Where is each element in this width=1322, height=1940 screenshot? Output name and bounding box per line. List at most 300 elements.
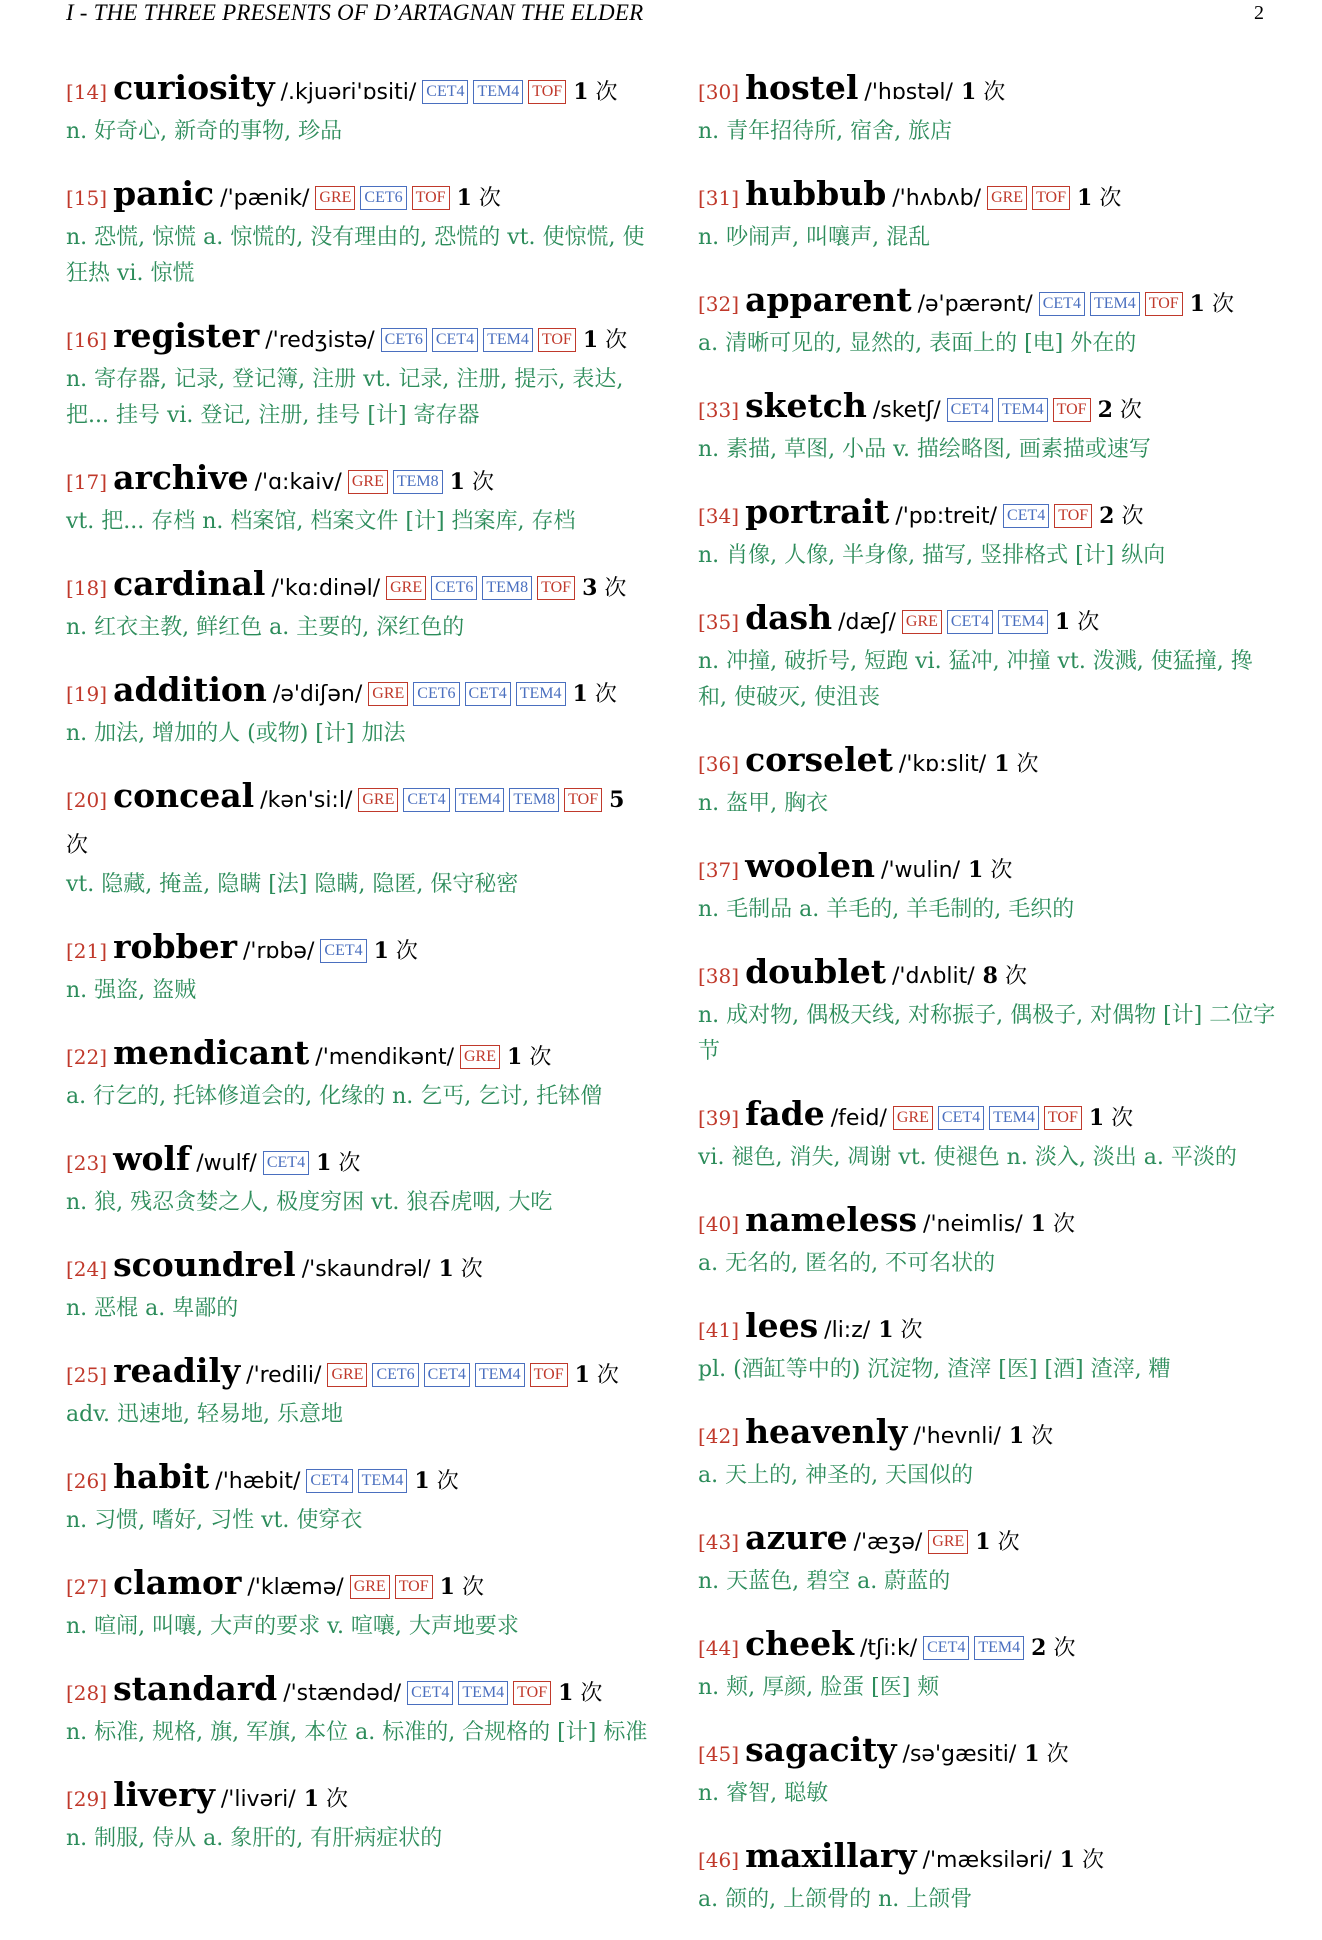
exam-tag-badge: TOF bbox=[395, 1575, 433, 1599]
occurrence-count bbox=[1024, 1742, 1068, 1767]
entry-index: [36] bbox=[698, 752, 740, 776]
occurrence-count bbox=[1190, 292, 1234, 317]
exam-tag-badge: TEM4 bbox=[974, 1636, 1024, 1660]
count-unit: 次 bbox=[605, 328, 628, 353]
exam-tag-badge: GRE bbox=[315, 186, 355, 210]
entry-word: mendicant bbox=[113, 1033, 310, 1072]
count-unit: 次 bbox=[594, 682, 617, 707]
entry-word: livery bbox=[113, 1775, 215, 1814]
entry-word: habit bbox=[113, 1457, 210, 1496]
count-number: 1 bbox=[439, 1574, 455, 1600]
entry-phonetic: /dæʃ/ bbox=[838, 610, 896, 635]
exam-tag-badge: TOF bbox=[1053, 398, 1091, 422]
entry-index: [44] bbox=[698, 1636, 740, 1660]
entry-definition: n. 肖像, 人像, 半身像, 描写, 竖排格式 [计] 纵向 bbox=[698, 543, 1166, 568]
count-unit: 次 bbox=[66, 833, 89, 858]
occurrence-count bbox=[450, 470, 494, 495]
entry-word: maxillary bbox=[745, 1836, 917, 1875]
exam-tag-badge: CET4 bbox=[465, 682, 511, 706]
vocab-entry bbox=[698, 172, 1276, 256]
count-number: 2 bbox=[1031, 1635, 1047, 1661]
entry-word: dash bbox=[745, 598, 833, 637]
count-number: 1 bbox=[573, 79, 589, 105]
vocab-entry bbox=[698, 278, 1276, 362]
exam-tag-badge: TOF bbox=[1044, 1106, 1082, 1130]
entry-definition: n. 冲撞, 破折号, 短跑 vi. 猛冲, 冲撞 vt. 泼溅, 使猛撞, 搀和, 使破灭, 使沮丧 bbox=[698, 649, 1253, 710]
entry-definition: n. 青年招待所, 宿舍, 旅店 bbox=[698, 119, 953, 144]
entry-phonetic: /'mæksiləri/ bbox=[922, 1848, 1052, 1873]
entry-index: [20] bbox=[66, 788, 108, 812]
entry-phonetic: /ə'diʃən/ bbox=[272, 682, 363, 707]
exam-tag-badge: TOF bbox=[530, 1363, 568, 1387]
entry-headline bbox=[66, 172, 650, 222]
entry-word: archive bbox=[113, 458, 249, 497]
occurrence-count bbox=[961, 80, 1005, 105]
vocab-entry bbox=[66, 1137, 650, 1221]
count-number: 8 bbox=[982, 963, 998, 989]
entry-phonetic: /'kɒ:slit/ bbox=[898, 752, 987, 777]
entry-word: azure bbox=[745, 1518, 848, 1557]
count-number: 1 bbox=[449, 469, 465, 495]
entry-headline bbox=[66, 1667, 650, 1717]
exam-tag-badge: GRE bbox=[350, 1575, 390, 1599]
count-unit: 次 bbox=[460, 1257, 483, 1282]
vocab-entry bbox=[66, 456, 650, 540]
occurrence-count bbox=[573, 80, 617, 105]
entry-definition: a. 天上的, 神圣的, 天国似的 bbox=[698, 1463, 974, 1488]
entry-headline bbox=[66, 314, 650, 364]
exam-tag-badge: CET4 bbox=[407, 1681, 453, 1705]
exam-tag-badge: CET6 bbox=[360, 186, 406, 210]
entry-phonetic: /wulf/ bbox=[196, 1151, 257, 1176]
entry-headline bbox=[698, 1728, 1276, 1778]
occurrence-count bbox=[1089, 1106, 1133, 1131]
entry-index: [42] bbox=[698, 1424, 740, 1448]
entry-headline bbox=[698, 490, 1276, 540]
exam-tag-badge: TOF bbox=[1145, 292, 1183, 316]
entry-headline bbox=[698, 738, 1276, 788]
vocab-entry bbox=[66, 774, 650, 903]
vocab-entry bbox=[66, 1349, 650, 1433]
entry-headline bbox=[698, 844, 1276, 894]
entry-index: [32] bbox=[698, 292, 740, 316]
count-unit: 次 bbox=[471, 470, 494, 495]
vocab-entry bbox=[66, 1773, 650, 1857]
entry-index: [34] bbox=[698, 504, 740, 528]
entry-phonetic: /'pænik/ bbox=[220, 186, 310, 211]
vocab-entry bbox=[698, 384, 1276, 468]
vocab-entry bbox=[698, 1410, 1276, 1494]
entry-phonetic: /.kjuəri'ɒsiti/ bbox=[280, 80, 417, 105]
exam-tag-badge: TOF bbox=[412, 186, 450, 210]
page-number: 2 bbox=[1254, 2, 1264, 24]
count-number: 1 bbox=[878, 1317, 894, 1343]
count-unit: 次 bbox=[997, 1530, 1020, 1555]
count-unit: 次 bbox=[1077, 610, 1100, 635]
exam-tag-badge: TEM8 bbox=[393, 470, 443, 494]
count-number: 1 bbox=[975, 1529, 991, 1555]
exam-tag-badge: TOF bbox=[528, 80, 566, 104]
occurrence-count bbox=[1031, 1212, 1075, 1237]
entry-index: [16] bbox=[66, 328, 108, 352]
occurrence-count bbox=[1098, 398, 1142, 423]
exam-tag-badge: TEM4 bbox=[989, 1106, 1039, 1130]
entry-headline bbox=[698, 596, 1276, 646]
entry-index: [38] bbox=[698, 964, 740, 988]
entry-index: [17] bbox=[66, 470, 108, 494]
count-unit: 次 bbox=[461, 1575, 484, 1600]
entry-phonetic: /'mendikənt/ bbox=[315, 1045, 454, 1070]
exam-tag-badge: TOF bbox=[537, 576, 575, 600]
count-unit: 次 bbox=[338, 1151, 361, 1176]
count-number: 1 bbox=[1054, 609, 1071, 635]
entry-word: standard bbox=[113, 1669, 278, 1708]
occurrence-count bbox=[994, 752, 1038, 777]
entry-definition: a. 行乞的, 托钵修道会的, 化缘的 n. 乞丐, 乞讨, 托钵僧 bbox=[66, 1084, 603, 1109]
vocab-entry bbox=[66, 1243, 650, 1327]
entry-index: [41] bbox=[698, 1318, 740, 1342]
exam-tag-badge: CET6 bbox=[372, 1363, 418, 1387]
exam-tag-badge: GRE bbox=[327, 1363, 367, 1387]
count-number: 1 bbox=[456, 185, 472, 211]
count-number: 1 bbox=[373, 938, 389, 964]
count-unit: 次 bbox=[529, 1045, 552, 1070]
entry-word: curiosity bbox=[113, 68, 275, 107]
occurrence-count bbox=[440, 1575, 484, 1600]
entry-word: corselet bbox=[745, 740, 893, 779]
count-number: 2 bbox=[1097, 397, 1113, 423]
count-number: 2 bbox=[1099, 503, 1115, 529]
entry-headline bbox=[66, 1137, 650, 1187]
occurrence-count bbox=[573, 682, 617, 707]
exam-tag-badge: TEM4 bbox=[358, 1469, 408, 1493]
vocab-entry bbox=[698, 1304, 1276, 1388]
occurrence-count bbox=[304, 1787, 348, 1812]
vocab-entry bbox=[66, 1455, 650, 1539]
entry-headline bbox=[66, 1243, 650, 1293]
exam-tag-badge: TEM4 bbox=[483, 328, 533, 352]
count-unit: 次 bbox=[1119, 398, 1142, 423]
entry-definition: n. 加法, 增加的人 (或物) [计] 加法 bbox=[66, 721, 406, 746]
entry-word: hubbub bbox=[745, 174, 887, 213]
count-number: 1 bbox=[572, 681, 588, 707]
entry-word: cheek bbox=[745, 1624, 855, 1663]
count-number: 1 bbox=[1189, 291, 1205, 317]
entry-word: register bbox=[113, 316, 260, 355]
occurrence-count bbox=[1031, 1636, 1075, 1661]
entry-word: cardinal bbox=[113, 564, 266, 603]
entry-headline bbox=[66, 66, 650, 116]
vocab-entry bbox=[698, 1834, 1276, 1918]
entry-headline bbox=[698, 172, 1276, 222]
exam-tag-badge: TEM4 bbox=[455, 788, 505, 812]
entry-phonetic: /tʃi:k/ bbox=[860, 1636, 918, 1661]
occurrence-count bbox=[975, 1530, 1019, 1555]
entry-definition: n. 红衣主教, 鲜红色 a. 主要的, 深红色的 bbox=[66, 615, 465, 640]
entry-headline bbox=[66, 456, 650, 506]
entry-headline bbox=[66, 562, 650, 612]
entry-word: wolf bbox=[113, 1139, 191, 1178]
count-unit: 次 bbox=[580, 1681, 603, 1706]
exam-tag-badge: CET4 bbox=[422, 80, 468, 104]
count-number: 1 bbox=[1030, 1211, 1046, 1237]
entry-definition: vi. 褪色, 消失, 凋谢 vt. 使褪色 n. 淡入, 淡出 a. 平淡的 bbox=[698, 1145, 1237, 1170]
exam-tag-badge: TEM8 bbox=[509, 788, 559, 812]
count-unit: 次 bbox=[1081, 1848, 1104, 1873]
entry-definition: n. 盔甲, 胸衣 bbox=[698, 791, 829, 816]
entry-phonetic: /sketʃ/ bbox=[872, 398, 941, 423]
occurrence-count bbox=[558, 1681, 602, 1706]
entry-definition: n. 寄存器, 记录, 登记簿, 注册 vt. 记录, 注册, 提示, 表达, 把... 挂号 vi. 登记, 注册, 挂号 [计] 寄存器 bbox=[66, 367, 624, 428]
entry-phonetic: /'ɑ:kaiv/ bbox=[254, 470, 342, 495]
count-number: 1 bbox=[994, 751, 1010, 777]
entry-headline bbox=[66, 774, 650, 869]
entry-definition: n. 素描, 草图, 小品 v. 描绘略图, 画素描或速写 bbox=[698, 437, 1151, 462]
entry-definition: n. 成对物, 偶极天线, 对称振子, 偶极子, 对偶物 [计] 二位字节 bbox=[698, 1003, 1276, 1064]
entry-index: [37] bbox=[698, 858, 740, 882]
entry-index: [31] bbox=[698, 186, 740, 210]
entry-index: [28] bbox=[66, 1681, 108, 1705]
exam-tag-badge: CET4 bbox=[1039, 292, 1085, 316]
entry-word: conceal bbox=[113, 776, 255, 815]
count-unit: 次 bbox=[1211, 292, 1234, 317]
entry-phonetic: /'hevnli/ bbox=[913, 1424, 1001, 1449]
count-unit: 次 bbox=[1016, 752, 1039, 777]
vocab-entry bbox=[66, 1667, 650, 1751]
entry-index: [23] bbox=[66, 1151, 108, 1175]
count-number: 1 bbox=[1077, 185, 1093, 211]
exam-tag-badge: CET4 bbox=[424, 1363, 470, 1387]
vocab-entry bbox=[698, 950, 1276, 1070]
count-unit: 次 bbox=[604, 576, 627, 601]
entry-phonetic: /'wulin/ bbox=[881, 858, 961, 883]
entry-phonetic: /'hæbit/ bbox=[215, 1469, 301, 1494]
vocab-entry bbox=[698, 844, 1276, 928]
count-number: 1 bbox=[582, 327, 599, 353]
vocab-entry bbox=[698, 490, 1276, 574]
exam-tag-badge: TOF bbox=[1054, 504, 1092, 528]
vocab-entry bbox=[66, 66, 650, 150]
entry-index: [18] bbox=[66, 576, 108, 600]
occurrence-count bbox=[575, 1363, 619, 1388]
occurrence-count bbox=[1060, 1848, 1104, 1873]
occurrence-count bbox=[316, 1151, 360, 1176]
exam-tag-badge: CET4 bbox=[306, 1469, 352, 1493]
count-number: 1 bbox=[574, 1362, 590, 1388]
entry-index: [27] bbox=[66, 1575, 108, 1599]
entry-definition: n. 喧闹, 叫嚷, 大声的要求 v. 喧嚷, 大声地要求 bbox=[66, 1614, 519, 1639]
entry-headline bbox=[698, 1304, 1276, 1354]
entry-headline bbox=[698, 1516, 1276, 1566]
entry-phonetic: /'dʌblit/ bbox=[892, 964, 975, 989]
count-unit: 次 bbox=[990, 858, 1013, 883]
entry-definition: n. 恐慌, 惊慌 a. 惊慌的, 没有理由的, 恐慌的 vt. 使惊慌, 使狂热 vi. 惊慌 bbox=[66, 225, 645, 286]
entry-phonetic: /li:z/ bbox=[824, 1318, 871, 1343]
entry-index: [24] bbox=[66, 1257, 108, 1281]
count-number: 1 bbox=[438, 1256, 454, 1282]
vocab-entry bbox=[698, 1516, 1276, 1600]
exam-tag-badge: TOF bbox=[538, 328, 576, 352]
entry-definition: n. 毛制品 a. 羊毛的, 羊毛制的, 毛织的 bbox=[698, 897, 1075, 922]
entry-word: readily bbox=[113, 1351, 241, 1390]
vocab-entry bbox=[698, 738, 1276, 822]
exam-tag-badge: CET4 bbox=[923, 1636, 969, 1660]
entry-index: [14] bbox=[66, 80, 108, 104]
occurrence-count bbox=[582, 576, 626, 601]
count-unit: 次 bbox=[983, 80, 1006, 105]
entry-definition: n. 习惯, 嗜好, 习性 vt. 使穿衣 bbox=[66, 1508, 363, 1533]
entry-index: [22] bbox=[66, 1045, 108, 1069]
exam-tag-badge: CET6 bbox=[431, 576, 477, 600]
entry-phonetic: /kən'si:l/ bbox=[260, 788, 353, 813]
entry-definition: a. 清晰可见的, 显然的, 表面上的 [电] 外在的 bbox=[698, 331, 1137, 356]
count-unit: 次 bbox=[1046, 1742, 1069, 1767]
entry-headline bbox=[698, 66, 1276, 116]
vocab-entry bbox=[66, 925, 650, 1009]
occurrence-count bbox=[414, 1469, 458, 1494]
occurrence-count bbox=[968, 858, 1012, 883]
count-number: 5 bbox=[609, 787, 625, 813]
entry-definition: vt. 隐藏, 掩盖, 隐瞒 [法] 隐瞒, 隐匿, 保守秘密 bbox=[66, 872, 519, 897]
entry-definition: pl. (酒缸等中的) 沉淀物, 渣滓 [医] [酒] 渣滓, 糟 bbox=[698, 1357, 1171, 1382]
vocab-entry bbox=[66, 1561, 650, 1645]
entry-headline bbox=[66, 925, 650, 975]
vocab-entry bbox=[66, 172, 650, 292]
occurrence-count bbox=[1009, 1424, 1053, 1449]
exam-tag-badge: GRE bbox=[893, 1106, 933, 1130]
entry-index: [43] bbox=[698, 1530, 740, 1554]
exam-tag-badge: GRE bbox=[460, 1045, 500, 1069]
entry-phonetic: /sə'gæsiti/ bbox=[902, 1742, 1017, 1767]
count-unit: 次 bbox=[900, 1318, 923, 1343]
count-number: 1 bbox=[414, 1468, 430, 1494]
vocab-entry bbox=[698, 596, 1276, 716]
exam-tag-badge: GRE bbox=[358, 788, 398, 812]
entry-word: portrait bbox=[745, 492, 890, 531]
occurrence-count bbox=[878, 1318, 922, 1343]
occurrence-count bbox=[374, 939, 418, 964]
entry-word: addition bbox=[113, 670, 267, 709]
exam-tag-badge: TEM4 bbox=[998, 610, 1048, 634]
count-number: 1 bbox=[303, 1786, 319, 1812]
vocab-entry bbox=[698, 66, 1276, 150]
exam-tag-badge: TEM4 bbox=[475, 1363, 525, 1387]
occurrence-count bbox=[1099, 504, 1143, 529]
entry-phonetic: /'skaundrəl/ bbox=[301, 1257, 431, 1282]
count-unit: 次 bbox=[1111, 1106, 1134, 1131]
entry-word: clamor bbox=[113, 1563, 242, 1602]
exam-tag-badge: TOF bbox=[1032, 186, 1070, 210]
entry-definition: a. 无名的, 匿名的, 不可名状的 bbox=[698, 1251, 996, 1276]
entry-word: hostel bbox=[745, 68, 859, 107]
exam-tag-badge: TEM4 bbox=[473, 80, 523, 104]
count-number: 1 bbox=[1008, 1423, 1025, 1449]
entry-word: apparent bbox=[745, 280, 912, 319]
exam-tag-badge: TEM4 bbox=[458, 1681, 508, 1705]
occurrence-count bbox=[438, 1257, 482, 1282]
entry-definition: n. 天蓝色, 碧空 a. 蔚蓝的 bbox=[698, 1569, 951, 1594]
exam-tag-badge: CET4 bbox=[947, 398, 993, 422]
entry-word: heavenly bbox=[745, 1412, 908, 1451]
count-unit: 次 bbox=[1099, 186, 1122, 211]
vocab-entry bbox=[66, 314, 650, 434]
count-number: 3 bbox=[582, 575, 598, 601]
entry-index: [39] bbox=[698, 1106, 740, 1130]
left-column bbox=[66, 66, 650, 1879]
exam-tag-badge: GRE bbox=[348, 470, 388, 494]
count-unit: 次 bbox=[478, 186, 501, 211]
entry-phonetic: /'stændəd/ bbox=[283, 1681, 402, 1706]
entry-word: sketch bbox=[745, 386, 867, 425]
entry-index: [30] bbox=[698, 80, 740, 104]
count-unit: 次 bbox=[1121, 504, 1144, 529]
entry-definition: n. 睿智, 聪敏 bbox=[698, 1781, 829, 1806]
chapter-title: I - THE THREE PRESENTS OF D’ARTAGNAN THE ELDER bbox=[66, 0, 644, 25]
occurrence-count bbox=[983, 964, 1027, 989]
entry-definition: n. 好奇心, 新奇的事物, 珍品 bbox=[66, 119, 343, 144]
entry-index: [26] bbox=[66, 1469, 108, 1493]
entry-definition: n. 强盗, 盗贼 bbox=[66, 978, 197, 1003]
vocab-entry bbox=[698, 1728, 1276, 1812]
entry-phonetic: /'rɒbə/ bbox=[243, 939, 315, 964]
exam-tag-badge: GRE bbox=[987, 186, 1027, 210]
count-number: 1 bbox=[1059, 1847, 1075, 1873]
vocab-entry bbox=[66, 668, 650, 752]
entry-word: lees bbox=[745, 1306, 819, 1345]
entry-definition: n. 颊, 厚颜, 脸蛋 [医] 颊 bbox=[698, 1675, 940, 1700]
entry-headline bbox=[66, 1031, 650, 1081]
exam-tag-badge: TEM4 bbox=[1090, 292, 1140, 316]
entry-headline bbox=[698, 1198, 1276, 1248]
entry-phonetic: /'æʒə/ bbox=[853, 1530, 923, 1555]
exam-tag-badge: CET4 bbox=[263, 1151, 309, 1175]
exam-tag-badge: TEM8 bbox=[482, 576, 532, 600]
entry-phonetic: /'kɑ:dinəl/ bbox=[271, 576, 381, 601]
vocab-entry bbox=[66, 562, 650, 646]
entry-phonetic: /'neimlis/ bbox=[923, 1212, 1023, 1237]
count-unit: 次 bbox=[596, 1363, 619, 1388]
entry-word: fade bbox=[745, 1094, 825, 1133]
exam-tag-badge: TOF bbox=[564, 788, 602, 812]
exam-tag-badge: CET4 bbox=[403, 788, 449, 812]
exam-tag-badge: TEM4 bbox=[998, 398, 1048, 422]
vocab-entry bbox=[698, 1092, 1276, 1176]
entry-index: [29] bbox=[66, 1787, 108, 1811]
count-number: 1 bbox=[968, 857, 984, 883]
entry-definition: vt. 把... 存档 n. 档案馆, 档案文件 [计] 挡案库, 存档 bbox=[66, 509, 576, 534]
entry-headline bbox=[698, 384, 1276, 434]
entry-phonetic: /feid/ bbox=[830, 1106, 887, 1131]
right-column bbox=[698, 66, 1276, 1940]
entry-word: robber bbox=[113, 927, 237, 966]
count-unit: 次 bbox=[1004, 964, 1027, 989]
entry-word: sagacity bbox=[745, 1730, 897, 1769]
entry-definition: n. 标准, 规格, 旗, 军旗, 本位 a. 标准的, 合规格的 [计] 标准 bbox=[66, 1720, 648, 1745]
entry-definition: n. 吵闹声, 叫嚷声, 混乱 bbox=[698, 225, 931, 250]
entry-headline bbox=[698, 1410, 1276, 1460]
entry-phonetic: /'livəri/ bbox=[220, 1787, 296, 1812]
vocab-entry bbox=[698, 1622, 1276, 1706]
exam-tag-badge: GRE bbox=[902, 610, 942, 634]
occurrence-count bbox=[1077, 186, 1121, 211]
exam-tag-badge: CET6 bbox=[413, 682, 459, 706]
exam-tag-badge: CET4 bbox=[947, 610, 993, 634]
entry-headline bbox=[66, 1455, 650, 1505]
count-unit: 次 bbox=[595, 80, 618, 105]
entry-phonetic: /'hɒstəl/ bbox=[864, 80, 953, 105]
exam-tag-badge: CET4 bbox=[432, 328, 478, 352]
count-number: 1 bbox=[558, 1680, 574, 1706]
